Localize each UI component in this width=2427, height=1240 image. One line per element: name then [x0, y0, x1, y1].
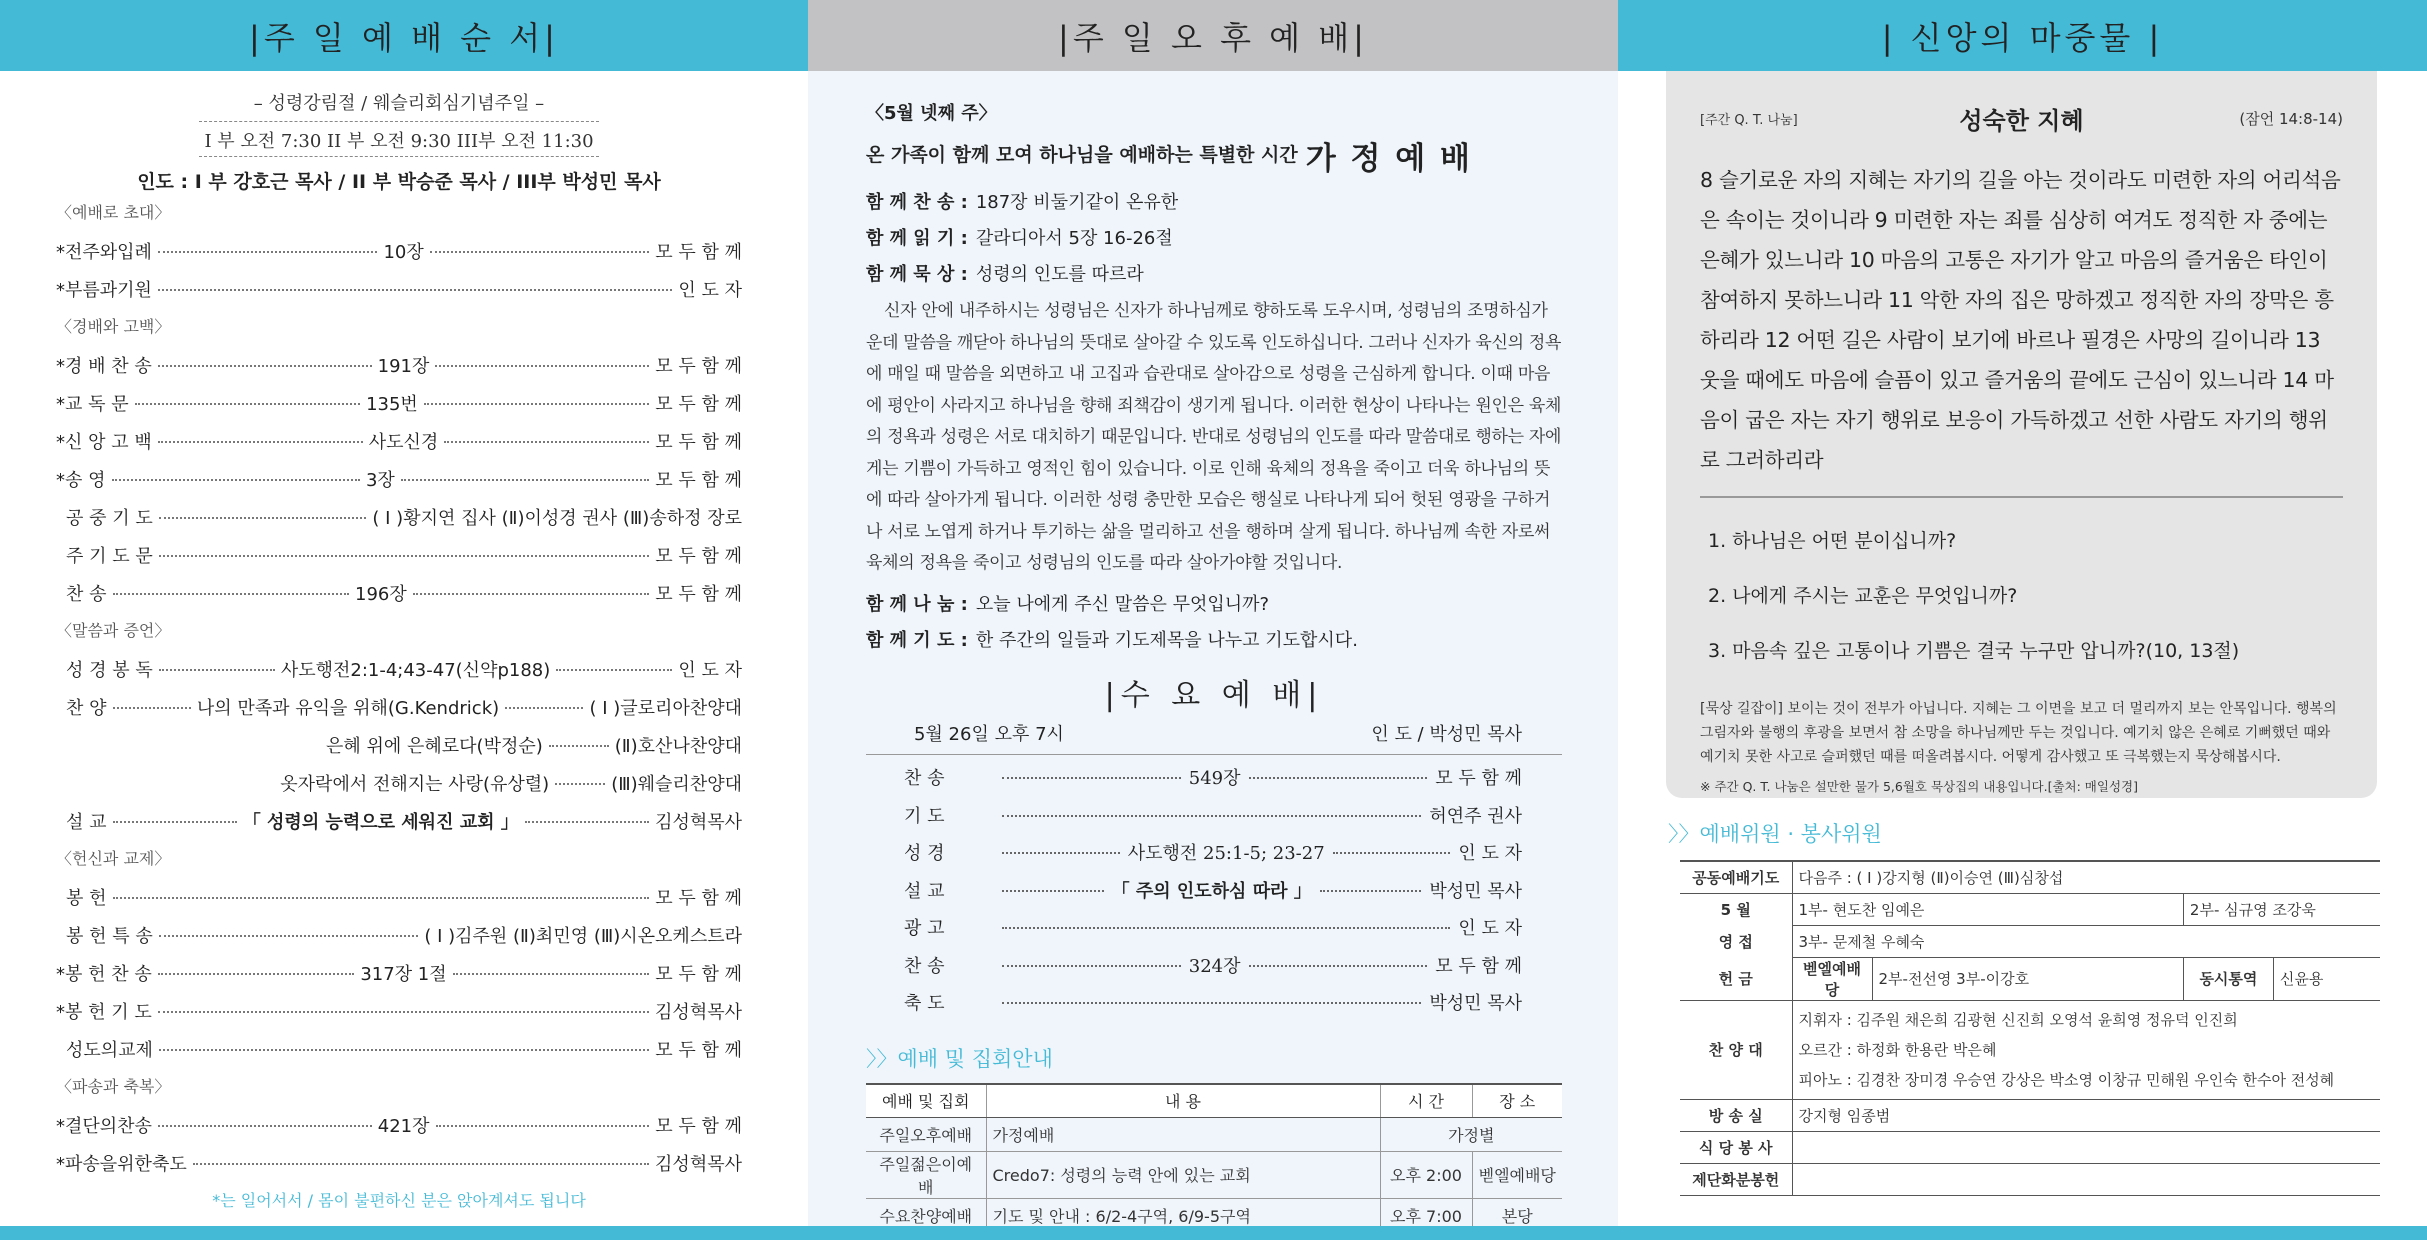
- text-cell: 모 두 함 께: [655, 1040, 742, 1061]
- text-cell: 가정예배: [986, 1117, 1380, 1151]
- order-row: [56, 954, 742, 992]
- text-cell: 내 용: [986, 1084, 1380, 1117]
- text-cell: ( I )글로리아찬양대: [589, 698, 742, 719]
- family-hymn: [866, 188, 1562, 214]
- text-cell: 옷자락에서 전해지는 사랑(유상렬): [280, 770, 549, 796]
- question-3: 3. 마음속 깊은 고통이나 기쁨은 결국 누구만 압니까?(10, 13절): [1708, 640, 2240, 662]
- text-cell: 장 소: [1472, 1084, 1562, 1117]
- text-cell: (Ⅱ)호산나찬양대: [614, 736, 742, 757]
- table-row: [1680, 1000, 2380, 1099]
- text-cell: 모 두 함 께: [655, 432, 742, 453]
- wednesday-row: [866, 909, 1562, 947]
- meditation-paragraph: 신자 안에 내주하시는 성령님은 신자가 하나님께로 향하도록 도우시며, 성령님의 조명하심가운데 말씀을 깨닫아 하나님의 뜻대로 살아갈 수 있도록 인도하십니다. 그러나 신자가 육신의 정욕에 매일 때 말씀을 외면하고 내 고집과 습관대로 살아감으로 성령을 근심하게 합니다. 이때 마음에 평안이 사라지고 하나님을 향해 죄책감이 생기게 됩니다. 이러한 현상이 나타나는 원인은 육체의 정욕과 성령은 서로 대치하기 때문입니다. 반대로 성령님의 인도를 따라 말씀대로 행하는 자에게는 기쁨이 가득하고 영적인 힘이 있습니다. 이로 인해 육체의 정욕을 죽이고 더욱 하나님의 뜻에 따라 살아가게 됩니다. 이러한 성령 충만한 모습은 행실로 나타나게 되어 헛된 영광을 구하거나 서로 노엽게 하거나 투기하는 삶을 멀리하고 선을 행하며 살게 됩니다. 하나님께 속한 자로써 육체의 정욕을 죽이고 성령님의 인도를 따라 살아가야할 것입니다.: [866, 301, 1562, 573]
- text-cell: 주 기 도 문: [66, 546, 153, 567]
- table-row: [1680, 861, 2380, 893]
- family-reading: [866, 224, 1562, 250]
- text-cell: 317장 1절: [360, 960, 446, 986]
- text-cell: 은혜 위에 은혜로다(박정순): [326, 732, 543, 758]
- text-cell: 10장: [383, 238, 423, 264]
- text-cell: 기 도: [904, 805, 945, 827]
- order-row: [56, 384, 742, 422]
- wednesday-row: [866, 946, 1562, 984]
- section-offering: 〈헌신과 교제〉: [56, 849, 171, 868]
- order-row: [56, 650, 742, 688]
- text-cell: 봉 헌: [66, 888, 107, 909]
- table-row: [1680, 925, 2380, 957]
- text-cell: 인 도 자: [678, 280, 742, 301]
- text-cell: 187장 비둘기같이 온유한: [975, 192, 1179, 213]
- text-cell: *경 배 찬 송: [56, 356, 152, 377]
- text-cell: 인 도 자: [678, 660, 742, 681]
- text-cell: 2부- 심규영 조강욱: [2183, 893, 2380, 925]
- text-cell: ( I )김주원 (Ⅱ)최민영 (Ⅲ)시온오케스트라: [424, 926, 742, 947]
- text-cell: 벧엘예배당: [1792, 957, 1872, 1000]
- text-cell: 사도행전2:1-4;43-47(신약p188): [281, 656, 550, 682]
- text-cell: *교 독 문: [56, 394, 129, 415]
- gathering-guide-title: 〉〉예배 및 집회안내: [866, 1047, 1053, 1071]
- text-cell: *파송을위한축도: [56, 1154, 187, 1175]
- wednesday-row: [866, 871, 1562, 909]
- text-cell: 함 께 찬 송 :: [866, 192, 968, 213]
- text-cell: 함 께 기 도 :: [866, 629, 968, 651]
- text-cell: 모 두 함 께: [655, 470, 742, 491]
- season-title: – 성령강림절 / 웨슬리회심기념주일 –: [253, 93, 545, 114]
- text-cell: 모 두 함 께: [655, 888, 742, 909]
- table-row: [1680, 893, 2380, 925]
- text-cell: 주일젊은이예배: [866, 1151, 986, 1198]
- question-2: 2. 나에게 주시는 교훈은 무엇입니까?: [1708, 585, 2018, 607]
- text-cell: 함 께 묵 상 :: [866, 264, 968, 285]
- text-cell: 인 도 자: [1458, 843, 1523, 865]
- text-cell: 나의 만족과 유익을 위해(G.Kendrick): [197, 694, 499, 720]
- order-row: [56, 498, 742, 536]
- afternoon-worship-column: [808, 0, 1618, 1240]
- week-label: 〈5월 넷째 주〉: [866, 103, 997, 124]
- section-praise: 〈경배와 고백〉: [56, 317, 171, 336]
- wednesday-row: [866, 796, 1562, 834]
- section-call: 〈예배로 초대〉: [56, 203, 171, 222]
- text-cell: 모 두 함 께: [655, 356, 742, 377]
- question-1: 1. 하나님은 어떤 분이십니까?: [1708, 530, 1957, 552]
- text-cell: 모 두 함 께: [655, 242, 742, 263]
- text-cell: 설 교: [904, 880, 945, 902]
- order-row: [56, 1030, 742, 1068]
- text-cell: 오후 2:00: [1380, 1151, 1472, 1198]
- section-sending: 〈파송과 축복〉: [56, 1077, 171, 1096]
- text-cell: 1부- 현도찬 임예은: [1792, 893, 2183, 925]
- wednesday-row: [866, 759, 1562, 797]
- text-cell: 김성혁목사: [655, 812, 743, 833]
- committee-title: 〉〉예배위원 · 봉사위원: [1668, 822, 1882, 846]
- text-cell: 제단화분봉헌: [1680, 1163, 1792, 1195]
- text-cell: 박성민 목사: [1429, 993, 1522, 1015]
- text-cell: 봉 헌 특 송: [66, 926, 153, 947]
- order-row: [56, 270, 742, 308]
- scripture-text: 8 슬기로운 자의 지혜는 자기의 길을 아는 것이라도 미련한 자의 어리석음은 속이는 것이니라 9 미련한 자는 죄를 심상히 여겨도 정직한 자 중에는 은혜가 있느니라 10 마음의 고통은 자기가 알고 마음의 즐거움은 타인이 참여하지 못하느니라 11 악한 자의 집은 망하겠고 정직한 자의 장막은 흥하리라 12 어떤 길은 사람이 보기에 바르나 필경은 사망의 길이니라 13 웃을 때에도 마음에 슬픔이 있고 즐거움의 끝에도 근심이 있느니라 14 마음이 굽은 자는 자기 행위로 보응이 가득하겠고 선한 사람도 자기의 행위로 그러하리라: [1700, 160, 2343, 498]
- text-cell: 가정별: [1380, 1117, 1562, 1151]
- text-cell: 성령의 인도를 따르라: [975, 264, 1144, 285]
- text-cell: ( I )황지연 집사 (Ⅱ)이성경 권사 (Ⅲ)송하정 장로: [372, 508, 742, 529]
- text-cell: 함 께 읽 기 :: [866, 228, 968, 249]
- worship-order-column: [0, 0, 808, 1240]
- text-cell: 5월 26일 오후 7시: [914, 723, 1064, 745]
- order-row: [56, 460, 742, 498]
- text-cell: 예배 및 집회: [866, 1084, 986, 1117]
- text-cell: 5 월: [1680, 893, 1792, 925]
- order-row: [56, 574, 742, 612]
- qt-tag: [주간 Q. T. 나눔]: [1700, 113, 1798, 128]
- faith-column: [1618, 0, 2427, 1240]
- text-cell: 오늘 나에게 주신 말씀은 무엇입니까?: [975, 593, 1270, 615]
- order-row: [56, 878, 742, 916]
- text-cell: 영 접: [1680, 925, 1792, 957]
- text-cell: 인 도 / 박성민 목사: [1371, 723, 1522, 745]
- text-cell: *신 앙 고 백: [56, 432, 152, 453]
- order-row: [56, 422, 742, 460]
- text-cell: *결단의찬송: [56, 1116, 152, 1137]
- text-cell: 191장: [378, 352, 430, 378]
- text-cell: 사도신경: [369, 428, 439, 454]
- qt-box: [1666, 71, 2377, 798]
- text-cell: 모 두 함 께: [655, 546, 742, 567]
- qt-source: ※ 주간 Q. T. 나눔은 설만한 물가 5,6월호 묵상집의 내용입니다.[출처: 매일성경]: [1700, 779, 2138, 794]
- text-cell: 온 가족이 함께 모여 하나님을 예배하는 특별한 시간: [866, 144, 1298, 166]
- text-cell: 모 두 함 께: [655, 584, 742, 605]
- afternoon-worship-header: |주 일 오 후 예 배|: [808, 0, 1618, 71]
- family-sharing: [866, 590, 1562, 616]
- text-cell: *전주와입례: [56, 242, 152, 263]
- text-cell: 박성민 목사: [1429, 880, 1522, 902]
- service-times: I 부 오전 7:30 II 부 오전 9:30 III부 오전 11:30: [199, 121, 599, 157]
- text-cell: 모 두 함 께: [655, 1116, 743, 1137]
- text-cell: 3부- 문제철 우혜숙: [1792, 925, 2380, 957]
- text-cell: 시 간: [1380, 1084, 1472, 1117]
- worship-order-header: |주 일 예 배 순 서|: [0, 0, 808, 71]
- order-row: [56, 232, 742, 270]
- text-cell: 벧엘예배당: [1472, 1151, 1562, 1198]
- text-cell: 허연주 권사: [1429, 805, 1522, 827]
- text-cell: 헌 금: [1680, 957, 1792, 1000]
- text-cell: 성 경: [904, 843, 945, 865]
- order-row: [56, 1106, 742, 1144]
- qt-header: [1700, 101, 2343, 136]
- text-cell: 「 주의 인도하심 따라 」: [1111, 880, 1312, 902]
- table-row: [1680, 1099, 2380, 1131]
- text-cell: 549장: [1188, 768, 1241, 790]
- family-meditation: [866, 260, 1562, 286]
- text-cell: 신윤용: [2273, 957, 2380, 1000]
- family-prayer: [866, 626, 1562, 652]
- order-row: [56, 346, 742, 384]
- text-cell: 본당: [1472, 1198, 1562, 1232]
- text-cell: *봉 헌 찬 송: [56, 964, 152, 985]
- table-row: [866, 1151, 1562, 1198]
- text-cell: 모 두 함 께: [655, 964, 742, 985]
- text-cell: 동시통역: [2183, 957, 2273, 1000]
- order-row: [56, 916, 742, 954]
- text-cell: 가 정 예 배: [1305, 141, 1472, 177]
- wednesday-info: [866, 714, 1562, 755]
- text-cell: 설 교: [66, 812, 107, 833]
- text-cell: *송 영: [56, 470, 106, 491]
- qt-title: 성숙한 지혜: [1959, 107, 2084, 135]
- text-cell: 2부-전선영 3부-이강호: [1872, 957, 2183, 1000]
- text-cell: 135번: [366, 390, 418, 416]
- text-cell: 인 도 자: [1458, 918, 1522, 940]
- order-row: [56, 688, 742, 726]
- text-cell: 오후 7:00: [1380, 1198, 1472, 1232]
- text-cell: 모 두 함 께: [1435, 768, 1522, 790]
- meditation-guide: [묵상 길잡이] 보이는 것이 전부가 아닙니다. 지혜는 그 이면을 보고 더 멀리까지 보는 안목입니다. 행복의 그림자와 불행의 후광을 보면서 참 소망을 하나님께만 두는 것입니다. 예기치 않은 은혜로 기뻐했던 때와 예기치 못한 사고로 슬퍼했던 때를 떠올려봅시다. 어떻게 감사했고 또 극복했는지 묵상해봅시다.: [1700, 701, 2337, 765]
- order-row: [56, 726, 742, 764]
- text-cell: 모 두 함 께: [1435, 955, 1522, 977]
- text-cell: 찬 양 대: [1680, 1000, 1792, 1099]
- text-cell: 광 고: [904, 918, 945, 940]
- committee-table: [1680, 860, 2380, 1196]
- text-cell: 김성혁목사: [655, 1002, 742, 1023]
- text-cell: *봉 헌 기 도: [56, 1002, 152, 1023]
- text-cell: 주일오후예배: [866, 1117, 986, 1151]
- table-row: [1680, 1163, 2380, 1195]
- standing-notice: *는 일어서서 / 몸이 불편하신 분은 앉아계셔도 됩니다: [212, 1191, 586, 1210]
- text-cell: 축 도: [904, 993, 945, 1015]
- text-cell: 공동예배기도: [1680, 861, 1792, 893]
- choir-conductor: 지휘자 : 김주원 채은희 김광현 신진희 오영석 윤희영 정유덕 인진희: [1798, 1010, 2238, 1029]
- text-cell: (Ⅲ)웨슬리찬양대: [611, 774, 742, 795]
- wednesday-row: [866, 984, 1562, 1022]
- table-row: [1680, 1131, 2380, 1163]
- text-cell: 찬 송: [66, 584, 107, 605]
- service-leaders: 인도 : I 부 강호근 목사 / II 부 박승준 목사 / III부 박성민 목사: [137, 171, 661, 193]
- text-cell: 찬 송: [904, 955, 945, 977]
- wednesday-worship-title: |수 요 예 배|: [1104, 677, 1324, 713]
- text-cell: 갈라디아서 5장 16-26절: [975, 228, 1173, 249]
- text-cell: 찬 양: [66, 698, 107, 719]
- text-cell: 다음주 : ( I )강지형 (Ⅱ)이승연 (Ⅲ)심창섭: [1792, 861, 2380, 893]
- text-cell: 공 중 기 도: [66, 508, 153, 529]
- text-cell: 함 께 나 눔 :: [866, 593, 968, 615]
- family-worship-title: [866, 133, 1562, 178]
- section-word: 〈말씀과 증언〉: [56, 621, 171, 640]
- bottom-bar: [0, 1226, 2427, 1240]
- table-row: [1680, 957, 2380, 1000]
- text-cell: 방 송 실: [1680, 1099, 1792, 1131]
- order-row: [56, 802, 742, 840]
- text-cell: 찬 송: [904, 768, 945, 790]
- text-cell: 기도 및 안내 : 6/2-4구역, 6/9-5구역: [986, 1198, 1380, 1232]
- text-cell: 모 두 함 께: [655, 394, 743, 415]
- text-cell: 한 주간의 일들과 기도제목을 나누고 기도합시다.: [975, 629, 1358, 651]
- choir-organ: 오르간 : 하정화 한용란 박은혜: [1798, 1040, 1997, 1059]
- text-cell: 324장: [1188, 955, 1241, 977]
- text-cell: 강지형 임종범: [1792, 1099, 2380, 1131]
- choir-piano: 피아노 : 김경찬 장미경 우승연 강상은 박소영 이창규 민해원 우인숙 한수아 전성혜: [1798, 1070, 2335, 1089]
- order-row: [56, 992, 742, 1030]
- order-row: [56, 764, 742, 802]
- text-cell: 식 당 봉 사: [1680, 1131, 1792, 1163]
- text-cell: 수요찬양예배: [866, 1198, 986, 1232]
- text-cell: 사도행전 25:1-5; 23-27: [1127, 843, 1325, 865]
- text-cell: 421장: [378, 1112, 430, 1138]
- text-cell: *부름과기원: [56, 280, 152, 301]
- text-cell: 「 성령의 능력으로 세워진 교회 」: [243, 808, 519, 834]
- gathering-guide-table: [866, 1083, 1562, 1233]
- table-row: [866, 1117, 1562, 1151]
- faith-header: | 신앙의 마중물 |: [1618, 0, 2427, 71]
- text-cell: 김성혁목사: [655, 1154, 742, 1175]
- wednesday-row: [866, 834, 1562, 872]
- order-row: [56, 1144, 742, 1182]
- qt-reference: (잠언 14:8-14): [2239, 110, 2343, 128]
- text-cell: 3장: [366, 466, 395, 492]
- text-cell: 성 경 봉 독: [66, 660, 153, 681]
- order-row: [56, 536, 742, 574]
- text-cell: Credo7: 성령의 능력 안에 있는 교회: [986, 1151, 1380, 1198]
- text-cell: 196장: [355, 580, 407, 606]
- text-cell: 성도의교제: [66, 1040, 153, 1061]
